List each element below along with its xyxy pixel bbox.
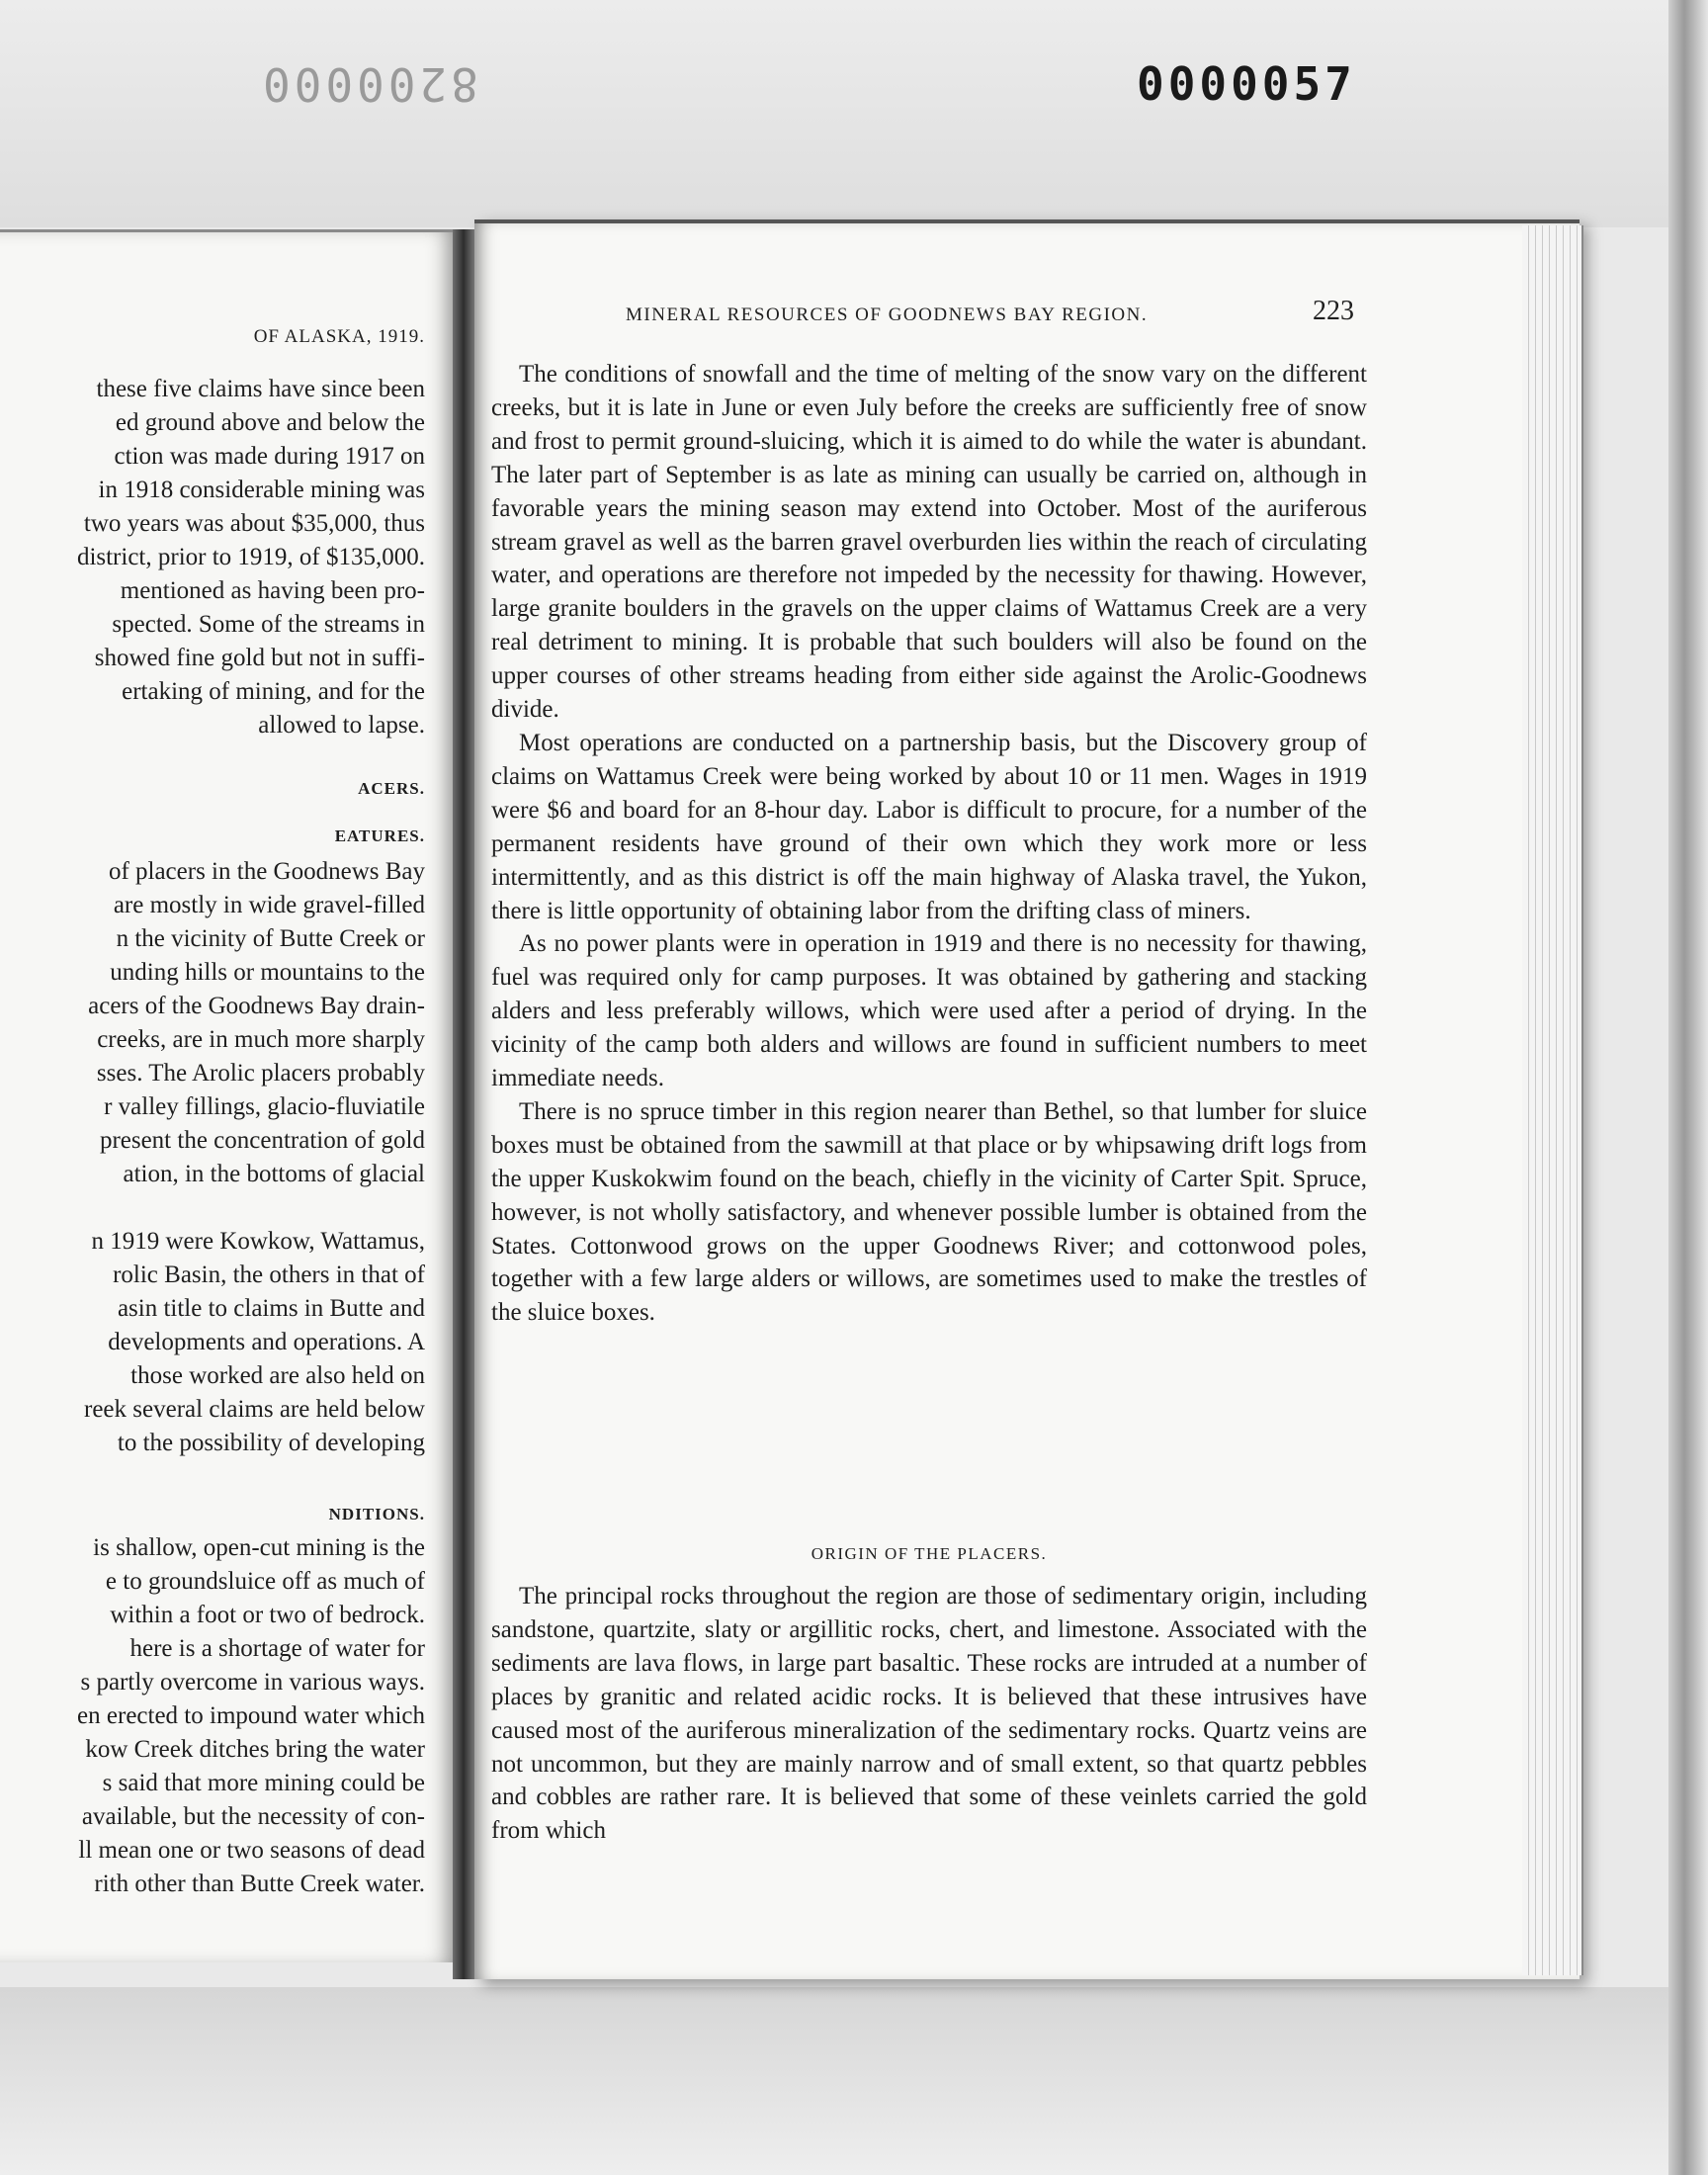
left-line: developments and operations. A (108, 1329, 425, 1355)
scan-right-edge (1668, 0, 1708, 2175)
left-line: is shallow, open-cut mining is the (93, 1534, 425, 1561)
left-line: acers of the Goodnews Bay drain- (88, 993, 425, 1019)
left-line: here is a shortage of water for (129, 1635, 425, 1662)
left-line: rith other than Butte Creek water. (94, 1870, 425, 1897)
left-line: mentioned as having been pro- (120, 577, 425, 604)
left-line: sses. The Arolic placers probably (96, 1060, 425, 1087)
paragraph: As no power plants were in operation in 1919 and there is no necessity for thawing, fuel was required only for camp purposes. It was obtained by gathering and stacking alders and less preferably willows, which were used after a period of drying. In the vicinity of the camp both alders and willows are found in sufficient numbers to meet immediate needs. (491, 930, 1367, 1092)
left-line: available, but the necessity of con- (81, 1803, 425, 1830)
scan-background-bottom (0, 1987, 1708, 2175)
paragraph: There is no spruce timber in this region nearer than Bethel, so that lumber for sluice boxes must be obtained from the sawmill at that place or by whipsawing drift logs from the upper Kuskokwim found on the beach, chiefly in the vicinity of Carter Spit. Spruce, however, is not wholly satisfactory, and whenever possible lumber is obtained from the States. Cottonwood grows on the upper Goodnews River; and cottonwood poles, together with a few large alders or willows, are sometimes used to make the trestles of the sluice boxes. (491, 1097, 1367, 1327)
stamp-number-left: 8200000 (259, 57, 478, 111)
left-section-heading-conditions: NDITIONS. (328, 1505, 425, 1523)
left-line: en erected to impound water which (77, 1702, 425, 1729)
left-line: reek several claims are held below (84, 1396, 425, 1423)
left-line: to the possibility of developing (117, 1430, 425, 1456)
paragraph: The conditions of snowfall and the time of melting of the snow vary on the different creeks, but it is late in June or even July before the creeks are sufficiently free of snow and frost to permit ground-sluicing, which it is aimed to do while the water is abundant. The later part of September is as late as mining can usually be carried on, although in favorable years the mining season may extend into October. Most of the auriferous stream gravel as well as the barren gravel overburden lies within the reach of circulating water, and operations are therefore not impeded by the necessity for thawing. However, large granite boulders in the gravels on the upper claims of Wattamus Creek are a very real detriment to mining. It is probable that such boulders will also be found on the upper courses of other streams heading from either side against the Arolic-Goodnews divide. (491, 361, 1367, 724)
left-line: n 1919 were Kowkow, Wattamus, (91, 1228, 425, 1255)
section-heading: ORIGIN OF THE PLACERS. (811, 1544, 1048, 1563)
left-line: spected. Some of the streams in (112, 611, 425, 638)
scan-background-top (0, 0, 1708, 227)
left-line: ed ground above and below the (115, 409, 425, 436)
left-line: e to groundsluice off as much of (105, 1568, 425, 1595)
left-line: of placers in the Goodnews Bay (108, 858, 425, 885)
left-line: ertaking of mining, and for the (122, 678, 425, 705)
left-line: ction was made during 1917 on (114, 443, 425, 470)
left-line: those worked are also held on (130, 1362, 425, 1389)
left-section-heading: ACERS. (358, 779, 425, 798)
left-line: asin title to claims in Butte and (117, 1295, 425, 1322)
left-line: are mostly in wide gravel-filled (113, 892, 425, 918)
running-header: MINERAL RESOURCES OF GOODNEWS BAY REGION. (626, 304, 1149, 325)
left-subsection-heading: EATURES. (334, 826, 425, 845)
left-line: district, prior to 1919, of $135,000. (76, 544, 425, 570)
book-gutter (453, 229, 474, 1979)
left-line: in 1918 considerable mining was (98, 477, 425, 503)
left-line: these five claims have since been (96, 376, 425, 402)
left-line: ll mean one or two seasons of dead (78, 1837, 425, 1864)
paragraph: The principal rocks throughout the region are those of sedimentary origin, including sandstone, quartzite, slaty or argillitic rocks, chert, and limestone. Associated with the sediments are lava flows, in large part basaltic. These rocks are intruded at a number of places by granitic and related acidic rocks. It is believed that these intrusives have caused most of the auriferous mineralization of the sedimentary rocks. Quartz veins are not uncommon, but they are mainly narrow and of small extent, so that quartz pebbles and cobbles are rather rare. It is believed that some of these veinlets carried the gold from which (491, 1583, 1367, 1845)
left-line: r valley fillings, glacio-fluviatile (104, 1093, 425, 1120)
left-line: showed fine gold but not in suffi- (94, 645, 425, 671)
paragraph: Most operations are conducted on a partnership basis, but the Discovery group of claims on Wattamus Creek were being worked by about 10 or 11 men. Wages in 1919 were $6 and board for an 8-hour day. Labor is difficult to procure, for a number of the permanent residents have ground of their own which they work more or less intermittently, and as this district is off the main highway of Alaska travel, the Yukon, there is little opportunity of obtaining labor from the drifting class of miners. (491, 729, 1367, 924)
left-line: n the vicinity of Butte Creek or (116, 925, 425, 952)
body-text (491, 358, 1367, 1330)
page-edge-stack (1522, 225, 1583, 1975)
left-line: s said that more mining could be (102, 1770, 425, 1796)
section-body-text (491, 1580, 1367, 1848)
left-line: kow Creek ditches bring the water (85, 1736, 425, 1763)
page-number: 223 (1313, 296, 1354, 326)
stamp-number-right: 0000057 (1137, 57, 1356, 111)
left-page (0, 229, 457, 1962)
left-page-header: OF ALASKA, 1919. (253, 326, 425, 347)
left-line: rolic Basin, the others in that of (113, 1262, 425, 1288)
left-line: ation, in the bottoms of glacial (123, 1161, 425, 1187)
left-line: present the concentration of gold (99, 1127, 425, 1154)
left-line: creeks, are in much more sharply (97, 1026, 425, 1053)
left-line: two years was about $35,000, thus (83, 510, 425, 537)
left-line: within a foot or two of bedrock. (110, 1602, 425, 1628)
left-line: allowed to lapse. (258, 712, 425, 739)
left-line: unding hills or mountains to the (110, 959, 425, 986)
left-line: s partly overcome in various ways. (80, 1669, 425, 1696)
